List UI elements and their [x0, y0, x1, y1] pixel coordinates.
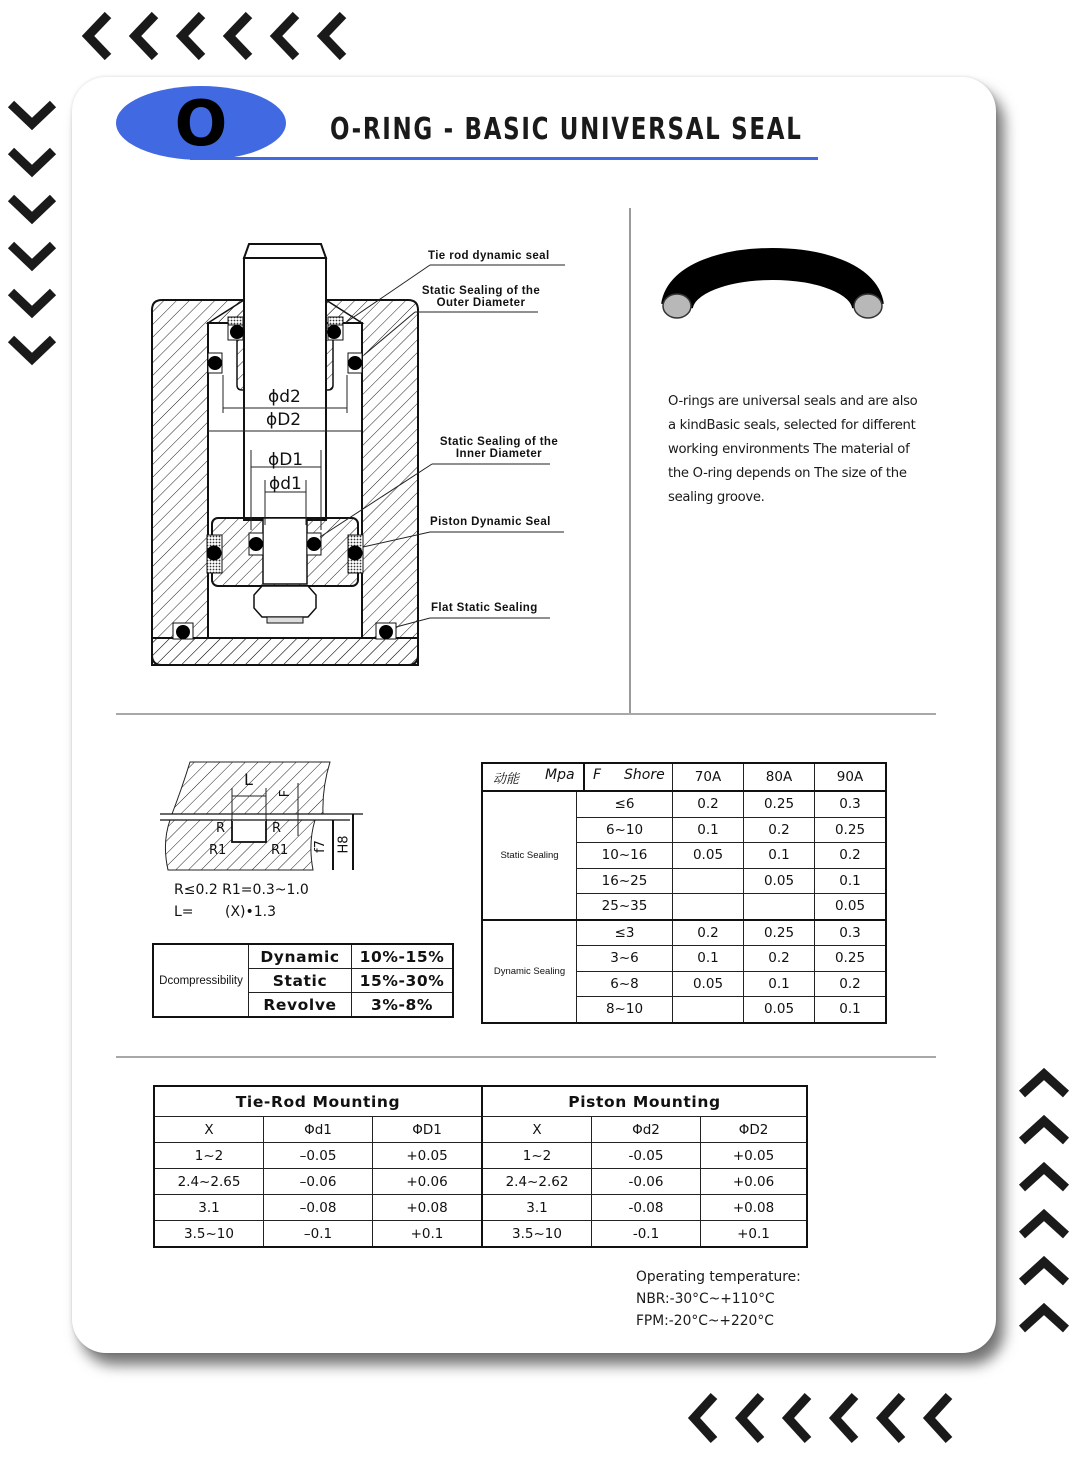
table-cell: +0.06	[701, 1169, 808, 1195]
section-divider	[116, 713, 936, 715]
pressure-range: 6~10	[577, 817, 673, 843]
table-cell: 0.1	[673, 946, 744, 972]
column-header: 70A	[673, 763, 744, 791]
compression-type: Revolve	[249, 993, 352, 1018]
description-text: O-rings are universal seals and are also a kindBasic seals, selected for different working environments The material of the O-ring depends on The size of the sealing groove.	[668, 394, 918, 505]
groove-length-formula: (X)•1.3	[225, 904, 277, 920]
pressure-range: 3~6	[577, 946, 673, 972]
group-label: Dynamic Sealing	[482, 920, 577, 1023]
groove-label-R-left: R	[216, 821, 226, 836]
column-header: ΦD1	[373, 1117, 483, 1143]
chevron-left-icon	[929, 1396, 949, 1440]
table-cell: 0.2	[673, 791, 744, 817]
dim-label-D1: ϕD1	[268, 450, 304, 470]
table-cell: –0.06	[264, 1169, 373, 1195]
table-header-row	[482, 763, 886, 791]
table-cell: 0.1	[744, 971, 815, 997]
corner-label-a: 动能	[493, 772, 520, 787]
chevron-left-icon	[88, 15, 108, 57]
table-cell: +0.08	[701, 1195, 808, 1221]
chevron-up-icon	[1022, 1168, 1066, 1188]
table-cell: 1~2	[482, 1143, 592, 1169]
chevron-left-icon	[229, 15, 249, 57]
chevron-left-icon	[182, 15, 202, 57]
table-row	[154, 1143, 807, 1169]
table-cell: 0.25	[744, 791, 815, 817]
compression-value: 3%-8%	[352, 993, 454, 1018]
operating-temperature	[636, 1266, 801, 1332]
table-cell: 3.5~10	[154, 1221, 264, 1248]
table-cell: 0.2	[744, 946, 815, 972]
table-cell: 2.4~2.65	[154, 1169, 264, 1195]
pressure-range: 25~35	[577, 894, 673, 920]
callout-flat-static-sealing: Flat Static Sealing	[431, 602, 538, 614]
compressibility-table	[152, 943, 454, 1018]
table-cell	[744, 894, 815, 920]
table-cell: 3.1	[482, 1195, 592, 1221]
compression-value: 15%-30%	[352, 969, 454, 993]
table-cell: –0.05	[264, 1143, 373, 1169]
table-cell: 1~2	[154, 1143, 264, 1169]
groove-length-label: L=	[174, 904, 194, 920]
temperature-fpm: FPM:-20°C~+220°C	[636, 1313, 774, 1329]
table-cell	[673, 997, 744, 1023]
chevron-up-icon	[1022, 1215, 1066, 1235]
badge-letter: O	[174, 87, 228, 160]
vertical-divider	[629, 208, 631, 713]
pressure-range: 8~10	[577, 997, 673, 1023]
column-header: Φd2	[592, 1117, 701, 1143]
table-row	[153, 944, 453, 969]
table-cell: +0.08	[373, 1195, 483, 1221]
chevron-left-icon	[835, 1396, 855, 1440]
groove-label-F: F	[278, 789, 294, 798]
compression-type: Dynamic	[249, 944, 352, 969]
table-cell: 0.2	[744, 817, 815, 843]
compressibility-label: Dcompressibility	[153, 944, 249, 1017]
table-cell: +0.06	[373, 1169, 483, 1195]
chevron-up-icon	[1022, 1262, 1066, 1282]
pressure-range: 16~25	[577, 868, 673, 894]
table-cell: 0.1	[815, 997, 887, 1023]
table-cell: 0.05	[744, 997, 815, 1023]
groove-diagram	[160, 758, 370, 876]
temperature-title: Operating temperature:	[636, 1269, 801, 1285]
table-row	[482, 791, 886, 817]
column-header: X	[154, 1117, 264, 1143]
pressure-range: 6~8	[577, 971, 673, 997]
table-cell: -0.06	[592, 1169, 701, 1195]
column-header: 80A	[744, 763, 815, 791]
table-cell: 2.4~2.62	[482, 1169, 592, 1195]
dim-label-D2: ϕD2	[266, 410, 302, 430]
chevron-down-icon	[11, 198, 53, 218]
pressure-hardness-table	[481, 762, 887, 1024]
table-cell: 0.25	[744, 920, 815, 946]
callout-outer-line2: Outer Diameter	[436, 297, 526, 309]
chevron-down-icon	[11, 339, 53, 359]
callout-piston-dynamic-seal: Piston Dynamic Seal	[430, 516, 551, 528]
compression-type: Static	[249, 969, 352, 993]
table-cell: 0.1	[744, 843, 815, 869]
callout-inner-line1: Static Sealing of the	[439, 436, 559, 448]
corner-label-b: Mpa	[545, 767, 575, 783]
table-cell: 0.1	[815, 868, 887, 894]
table-cell: +0.1	[373, 1221, 483, 1248]
chevron-left-icon	[788, 1396, 808, 1440]
table-cell: +0.05	[701, 1143, 808, 1169]
table-cell: –0.1	[264, 1221, 373, 1248]
table-row	[482, 920, 886, 946]
bottom-chevrons	[682, 1390, 962, 1446]
chevron-up-icon	[1022, 1074, 1066, 1094]
chevron-left-icon	[694, 1396, 714, 1440]
table-cell: 0.3	[815, 791, 887, 817]
table-header-row	[154, 1117, 807, 1143]
group-label: Static Sealing	[482, 791, 577, 920]
piston-mounting-title: Piston Mounting	[482, 1086, 807, 1117]
page-title: O-RING - BASIC UNIVERSAL SEAL	[330, 112, 803, 147]
right-chevrons	[1016, 1066, 1072, 1342]
table-cell: 0.05	[673, 971, 744, 997]
tie-rod-mounting-title: Tie-Rod Mounting	[154, 1086, 482, 1117]
chevron-down-icon	[11, 245, 53, 265]
chevron-up-icon	[1022, 1121, 1066, 1141]
pressure-range: ≤3	[577, 920, 673, 946]
chevron-left-icon	[741, 1396, 761, 1440]
table-cell: 0.05	[744, 868, 815, 894]
table-cell: 0.3	[815, 920, 887, 946]
callout-inner-line2: Inner Diameter	[455, 448, 543, 460]
callout-tie-rod-dynamic-seal: Tie rod dynamic seal	[428, 250, 550, 262]
table-cell	[673, 868, 744, 894]
corner-label-d: Shore	[624, 767, 665, 783]
column-header: X	[482, 1117, 592, 1143]
groove-label-R-right: R	[272, 821, 282, 836]
table-cell	[673, 894, 744, 920]
top-chevrons	[78, 10, 358, 62]
column-header: Φd1	[264, 1117, 373, 1143]
table-cell: 0.2	[815, 843, 887, 869]
pressure-range: ≤6	[577, 791, 673, 817]
groove-label-R1-left: R1	[209, 843, 227, 858]
dim-label-d2: ϕd2	[268, 387, 301, 407]
pressure-range: 10~16	[577, 843, 673, 869]
groove-label-R1-right: R1	[271, 843, 289, 858]
groove-radius-spec: R≤0.2 R1=0.3~1.0	[174, 882, 309, 898]
table-cell: –0.08	[264, 1195, 373, 1221]
table-cell: +0.1	[701, 1221, 808, 1248]
table-cell: 0.25	[815, 946, 887, 972]
chevron-up-icon	[1022, 1309, 1066, 1329]
table-cell: 0.2	[815, 971, 887, 997]
left-chevrons	[6, 96, 60, 372]
dim-label-d1: ϕd1	[269, 474, 302, 494]
table-cell: 0.25	[815, 817, 887, 843]
table-cell: 0.05	[815, 894, 887, 920]
chevron-down-icon	[11, 151, 53, 171]
o-ring-illustration	[655, 240, 890, 330]
table-cell: 0.1	[673, 817, 744, 843]
column-header: ΦD2	[701, 1117, 808, 1143]
callout-outer-diameter	[414, 285, 548, 309]
table-cell: +0.05	[373, 1143, 483, 1169]
table-row	[154, 1195, 807, 1221]
chevron-left-icon	[135, 15, 155, 57]
column-header: 90A	[815, 763, 887, 791]
temperature-nbr: NBR:-30°C~+110°C	[636, 1291, 775, 1307]
groove-label-L: L	[244, 770, 253, 789]
groove-label-f7: f7	[312, 840, 328, 853]
chevron-left-icon	[323, 15, 343, 57]
table-cell: -0.08	[592, 1195, 701, 1221]
callout-outer-line1: Static Sealing of the	[421, 285, 541, 297]
compression-value: 10%-15%	[352, 944, 454, 969]
section-divider	[116, 1056, 936, 1058]
corner-label-c: F	[593, 767, 602, 783]
table-cell: 3.1	[154, 1195, 264, 1221]
table-header-row	[154, 1086, 807, 1117]
table-cell: 0.2	[673, 920, 744, 946]
table-corner-header	[482, 763, 673, 791]
table-cell: -0.05	[592, 1143, 701, 1169]
table-row	[154, 1169, 807, 1195]
chevron-down-icon	[11, 104, 53, 124]
mounting-tolerance-table	[153, 1085, 808, 1248]
callout-inner-diameter	[432, 436, 566, 460]
table-cell: 0.05	[673, 843, 744, 869]
table-cell: 3.5~10	[482, 1221, 592, 1248]
chevron-left-icon	[882, 1396, 902, 1440]
chevron-down-icon	[11, 292, 53, 312]
chevron-left-icon	[276, 15, 296, 57]
groove-label-H8: H8	[336, 835, 352, 854]
table-cell: -0.1	[592, 1221, 701, 1248]
table-row	[154, 1221, 807, 1248]
